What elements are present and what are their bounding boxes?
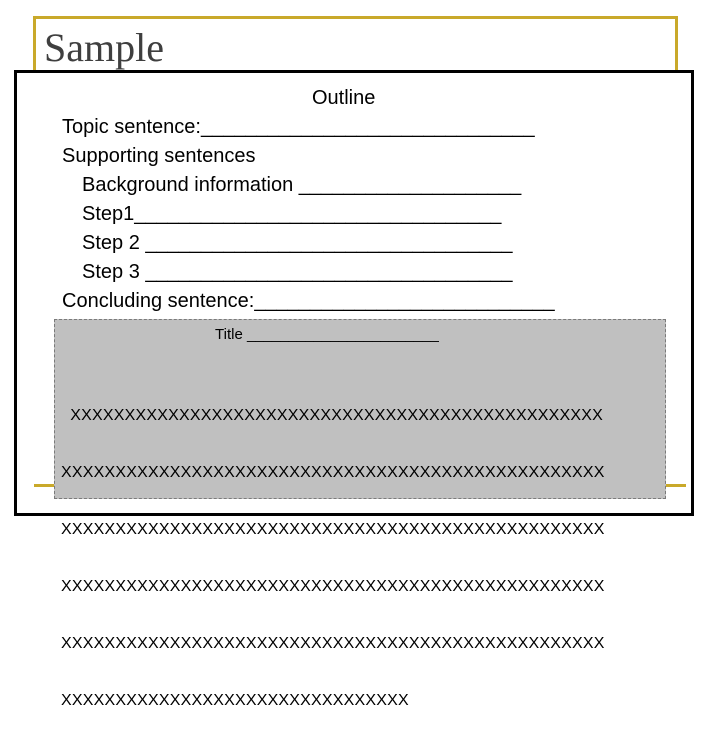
topic-sentence-line: Topic sentence:______________________________ — [62, 116, 535, 138]
supporting-sentences-line: Supporting sentences — [62, 145, 256, 167]
essay-line: XXXXXXXXXXXXXXXXXXXXXXXXXXXXXXXXXXXXXXXXXXXXXXXXXX — [61, 635, 605, 652]
step-3-line: Step 3 _________________________________ — [82, 261, 513, 283]
slide-title: Sample — [44, 25, 164, 70]
concluding-sentence-line: Concluding sentence:___________________________ — [62, 290, 555, 312]
step-2-line: Step 2 _________________________________ — [82, 232, 513, 254]
essay-line: XXXXXXXXXXXXXXXXXXXXXXXXXXXXXXXXXXXXXXXXXXXXXXXXXX — [61, 578, 605, 595]
essay-line: XXXXXXXXXXXXXXXXXXXXXXXXXXXXXXXXXXXXXXXXXXXXXXXXXX — [61, 521, 605, 538]
essay-line: XXXXXXXXXXXXXXXXXXXXXXXXXXXXXXXXXXXXXXXXXXXXXXXXXX — [61, 464, 605, 481]
background-information-line: Background information ____________________ — [82, 174, 522, 196]
essay-line: XXXXXXXXXXXXXXXXXXXXXXXXXXXXXXXX — [61, 692, 409, 709]
accent-rule-top — [34, 16, 678, 19]
essay-body — [61, 368, 605, 748]
step-1-line: Step1_________________________________ — [82, 203, 502, 225]
accent-rule-right — [675, 16, 678, 72]
essay-box — [54, 319, 666, 709]
accent-rule-left — [33, 16, 36, 72]
essay-title-line: Title _______________________ — [215, 326, 439, 343]
outline-block — [62, 84, 662, 316]
essay-line: XXXXXXXXXXXXXXXXXXXXXXXXXXXXXXXXXXXXXXXXXXXXXXXXX — [61, 407, 604, 424]
outline-heading: Outline — [312, 87, 376, 109]
